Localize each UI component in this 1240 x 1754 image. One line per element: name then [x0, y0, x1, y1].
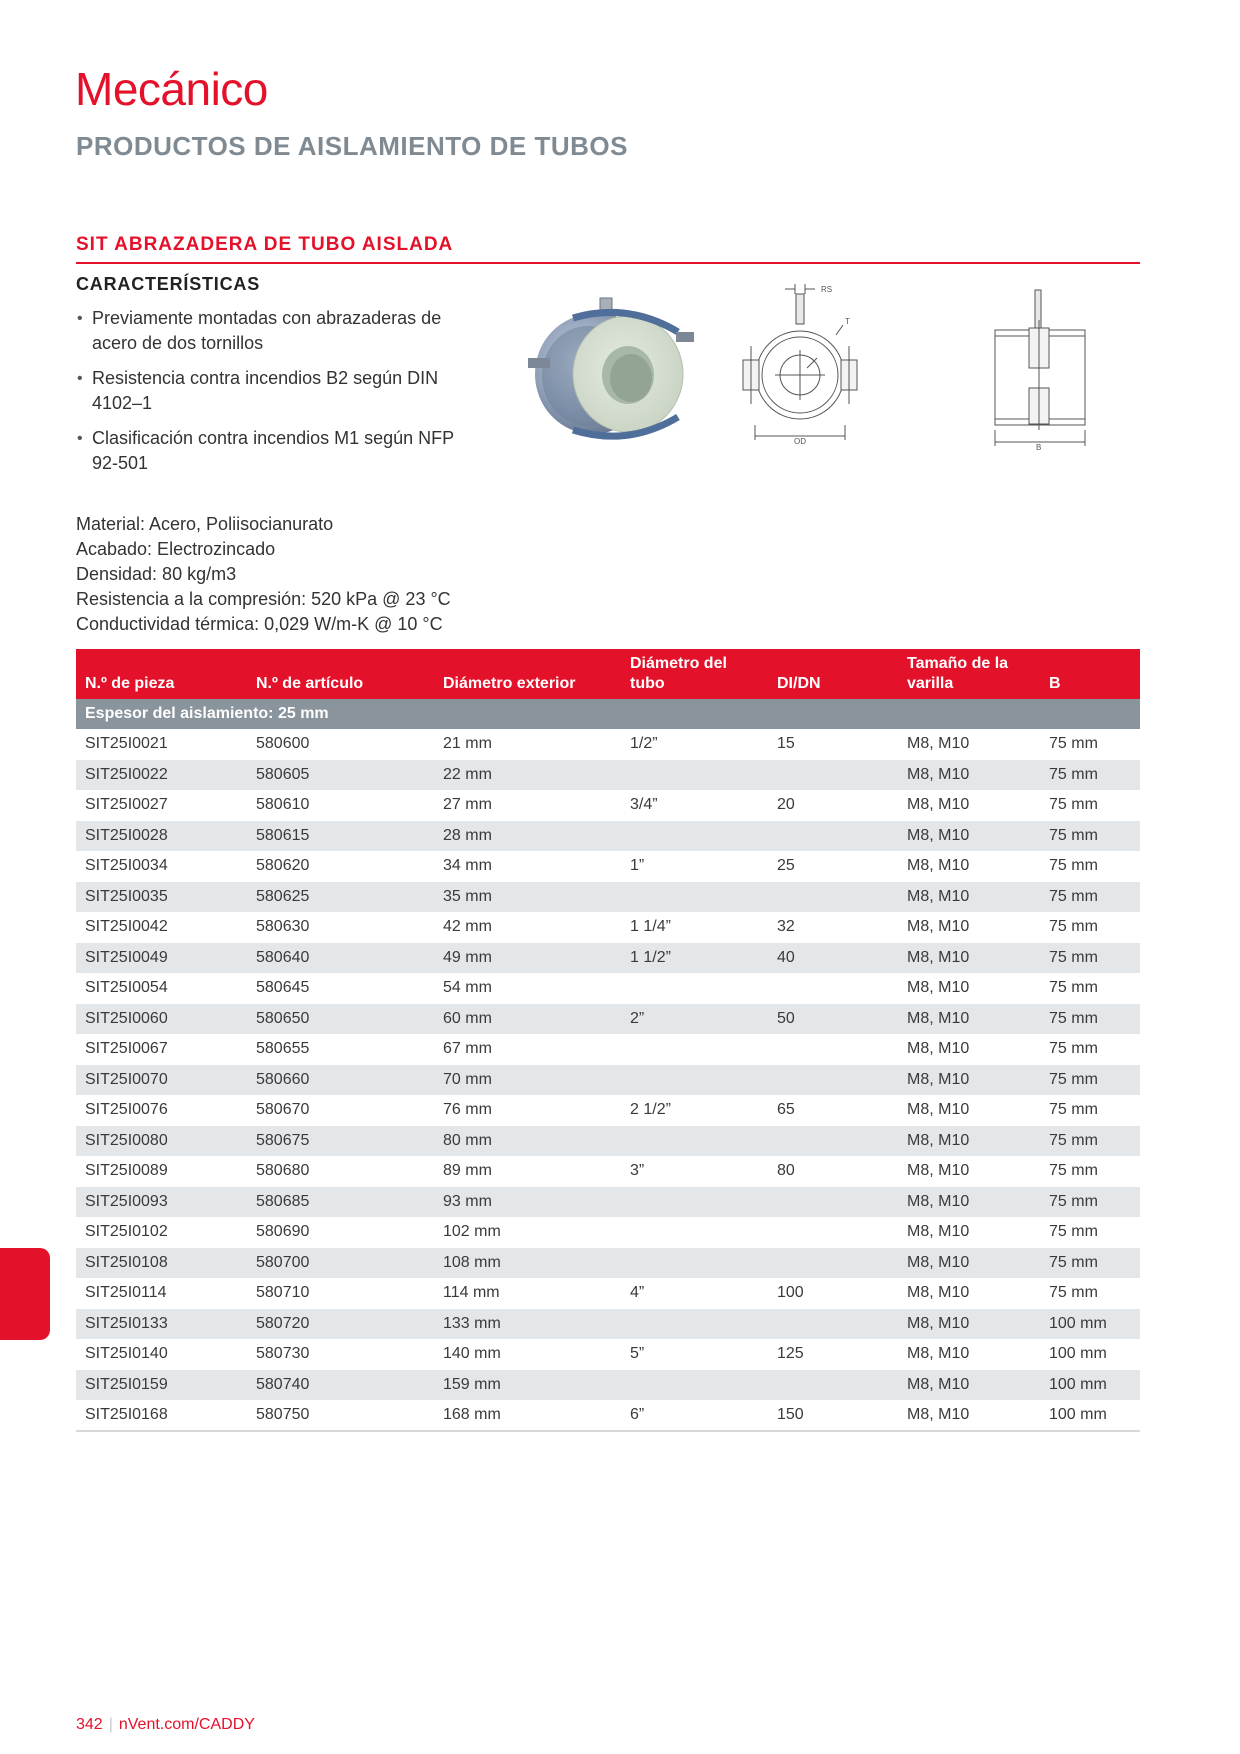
cell-article-number: 580620: [247, 851, 434, 882]
cell-outer-diameter: 114 mm: [434, 1278, 621, 1309]
cell-article-number: 580615: [247, 821, 434, 852]
cell-di-dn: 100: [768, 1278, 898, 1309]
cell-article-number: 580650: [247, 1004, 434, 1035]
cell-b-size: 100 mm: [1040, 1339, 1140, 1370]
cell-rod-size: M8, M10: [898, 1339, 1040, 1370]
cell-di-dn: 25: [768, 851, 898, 882]
features-heading: CARACTERÍSTICAS: [76, 274, 261, 294]
cell-outer-diameter: 93 mm: [434, 1187, 621, 1218]
table-group-row: [76, 699, 1140, 729]
cell-pipe-diameter: [621, 973, 768, 1004]
table-row: [76, 1095, 1140, 1126]
cell-part-number: SIT25I0022: [76, 760, 247, 791]
section-divider: [76, 262, 1140, 264]
t-label: T: [845, 317, 850, 326]
side-tab: [0, 1248, 50, 1340]
col-header-rod-size: Tamaño de la varilla: [898, 649, 1040, 699]
cell-part-number: SIT25I0042: [76, 912, 247, 943]
cell-rod-size: M8, M10: [898, 1370, 1040, 1401]
product-table: [76, 649, 1140, 1431]
cell-rod-size: M8, M10: [898, 729, 1040, 760]
table-row: [76, 1248, 1140, 1279]
cell-b-size: 75 mm: [1040, 760, 1140, 791]
cell-article-number: 580685: [247, 1187, 434, 1218]
cell-outer-diameter: 76 mm: [434, 1095, 621, 1126]
cell-outer-diameter: 102 mm: [434, 1217, 621, 1248]
col-header-b: B: [1040, 649, 1140, 699]
cell-rod-size: M8, M10: [898, 1248, 1040, 1279]
cell-b-size: 100 mm: [1040, 1309, 1140, 1340]
cell-article-number: 580690: [247, 1217, 434, 1248]
cell-pipe-diameter: 2 1/2”: [621, 1095, 768, 1126]
cell-b-size: 100 mm: [1040, 1400, 1140, 1431]
cell-article-number: 580600: [247, 729, 434, 760]
cell-pipe-diameter: [621, 1217, 768, 1248]
od-label: OD: [794, 437, 806, 446]
cell-part-number: SIT25I0140: [76, 1339, 247, 1370]
cell-outer-diameter: 54 mm: [434, 973, 621, 1004]
cell-pipe-diameter: [621, 1248, 768, 1279]
rs-label: RS: [821, 285, 833, 294]
specs-block: [76, 512, 556, 637]
cell-b-size: 75 mm: [1040, 1004, 1140, 1035]
cell-b-size: 100 mm: [1040, 1370, 1140, 1401]
spec-density: Densidad: 80 kg/m3: [76, 564, 237, 584]
cell-pipe-diameter: [621, 1370, 768, 1401]
cell-outer-diameter: 168 mm: [434, 1400, 621, 1431]
col-header-pipe-diameter: Diámetro del tubo: [621, 649, 768, 699]
cell-outer-diameter: 27 mm: [434, 790, 621, 821]
table-header-row: [76, 649, 1140, 699]
cell-rod-size: M8, M10: [898, 882, 1040, 913]
page-subtitle: PRODUCTOS DE AISLAMIENTO DE TUBOS: [76, 131, 628, 161]
cell-article-number: 580675: [247, 1126, 434, 1157]
spec-finish: Acabado: Electrozincado: [76, 539, 276, 559]
table-row: [76, 1278, 1140, 1309]
cell-rod-size: M8, M10: [898, 1309, 1040, 1340]
cell-pipe-diameter: [621, 1309, 768, 1340]
cell-part-number: SIT25I0089: [76, 1156, 247, 1187]
table-row: [76, 912, 1140, 943]
cell-b-size: 75 mm: [1040, 1126, 1140, 1157]
col-header-article-number: N.º de artículo: [247, 649, 434, 699]
cell-article-number: 580680: [247, 1156, 434, 1187]
table-row: [76, 790, 1140, 821]
cell-article-number: 580640: [247, 943, 434, 974]
cell-part-number: SIT25I0159: [76, 1370, 247, 1401]
footer-link[interactable]: nVent.com/CADDY: [118, 1716, 255, 1733]
cell-di-dn: 65: [768, 1095, 898, 1126]
cell-part-number: SIT25I0028: [76, 821, 247, 852]
cell-pipe-diameter: [621, 1034, 768, 1065]
feature-item: • Previamente montadas con abrazaderas de acero de dos tornillos: [76, 306, 456, 356]
cell-rod-size: M8, M10: [898, 943, 1040, 974]
cell-outer-diameter: 28 mm: [434, 821, 621, 852]
cell-part-number: SIT25I0114: [76, 1278, 247, 1309]
table-row: [76, 1156, 1140, 1187]
cell-b-size: 75 mm: [1040, 973, 1140, 1004]
cell-article-number: 580610: [247, 790, 434, 821]
group-label: Espesor del aislamiento: 25 mm: [76, 699, 1140, 729]
cell-outer-diameter: 49 mm: [434, 943, 621, 974]
cell-b-size: 75 mm: [1040, 1034, 1140, 1065]
cell-rod-size: M8, M10: [898, 851, 1040, 882]
cell-part-number: SIT25I0027: [76, 790, 247, 821]
cell-part-number: SIT25I0080: [76, 1126, 247, 1157]
cell-pipe-diameter: [621, 1187, 768, 1218]
cell-pipe-diameter: 6”: [621, 1400, 768, 1431]
spec-compression: Resistencia a la compresión: 520 kPa @ 23 °C: [76, 589, 451, 609]
table-row: [76, 1217, 1140, 1248]
cell-outer-diameter: 159 mm: [434, 1370, 621, 1401]
col-header-part-number: N.º de pieza: [76, 649, 247, 699]
cell-di-dn: [768, 821, 898, 852]
cell-rod-size: M8, M10: [898, 1034, 1040, 1065]
cell-part-number: SIT25I0054: [76, 973, 247, 1004]
cell-b-size: 75 mm: [1040, 1248, 1140, 1279]
product-photo: [528, 292, 698, 442]
cell-part-number: SIT25I0035: [76, 882, 247, 913]
cell-di-dn: 50: [768, 1004, 898, 1035]
cell-rod-size: M8, M10: [898, 1187, 1040, 1218]
cell-rod-size: M8, M10: [898, 1217, 1040, 1248]
cell-article-number: 580730: [247, 1339, 434, 1370]
cell-rod-size: M8, M10: [898, 1065, 1040, 1096]
cell-di-dn: [768, 1370, 898, 1401]
cell-outer-diameter: 67 mm: [434, 1034, 621, 1065]
cell-part-number: SIT25I0108: [76, 1248, 247, 1279]
cell-article-number: 580740: [247, 1370, 434, 1401]
cell-part-number: SIT25I0034: [76, 851, 247, 882]
cell-pipe-diameter: [621, 1126, 768, 1157]
cell-b-size: 75 mm: [1040, 821, 1140, 852]
cell-b-size: 75 mm: [1040, 1187, 1140, 1218]
cell-pipe-diameter: [621, 882, 768, 913]
cell-article-number: 580625: [247, 882, 434, 913]
cell-b-size: 75 mm: [1040, 729, 1140, 760]
cell-pipe-diameter: [621, 760, 768, 791]
table-row: [76, 943, 1140, 974]
cell-b-size: 75 mm: [1040, 1278, 1140, 1309]
cell-pipe-diameter: 4”: [621, 1278, 768, 1309]
footer-separator: |: [108, 1716, 113, 1733]
b-label: B: [1036, 443, 1042, 452]
spec-material: Material: Acero, Poliisocianurato: [76, 514, 334, 534]
footer: [76, 1716, 255, 1734]
cell-b-size: 75 mm: [1040, 912, 1140, 943]
cell-pipe-diameter: [621, 821, 768, 852]
cell-b-size: 75 mm: [1040, 1095, 1140, 1126]
cell-pipe-diameter: 5”: [621, 1339, 768, 1370]
cell-rod-size: M8, M10: [898, 1004, 1040, 1035]
cell-b-size: 75 mm: [1040, 1217, 1140, 1248]
cell-di-dn: 20: [768, 790, 898, 821]
cell-di-dn: 80: [768, 1156, 898, 1187]
cell-outer-diameter: 70 mm: [434, 1065, 621, 1096]
table-row: [76, 729, 1140, 760]
cell-di-dn: [768, 1065, 898, 1096]
cell-article-number: 580605: [247, 760, 434, 791]
feature-item: • Resistencia contra incendios B2 según DIN 4102–1: [76, 366, 456, 416]
page-title: Mecánico: [75, 63, 268, 115]
col-header-di-dn: DI/DN: [768, 649, 898, 699]
cell-di-dn: 125: [768, 1339, 898, 1370]
cell-b-size: 75 mm: [1040, 1065, 1140, 1096]
cell-article-number: 580700: [247, 1248, 434, 1279]
table-row: [76, 973, 1140, 1004]
cell-rod-size: M8, M10: [898, 1278, 1040, 1309]
cell-article-number: 580720: [247, 1309, 434, 1340]
cell-rod-size: M8, M10: [898, 790, 1040, 821]
cell-di-dn: [768, 1187, 898, 1218]
cell-b-size: 75 mm: [1040, 790, 1140, 821]
cell-rod-size: M8, M10: [898, 912, 1040, 943]
cell-part-number: SIT25I0093: [76, 1187, 247, 1218]
cell-rod-size: M8, M10: [898, 1156, 1040, 1187]
cell-article-number: 580645: [247, 973, 434, 1004]
page-number: 342: [76, 1716, 103, 1733]
cell-outer-diameter: 89 mm: [434, 1156, 621, 1187]
table-row: [76, 1004, 1140, 1035]
cell-outer-diameter: 108 mm: [434, 1248, 621, 1279]
cell-outer-diameter: 42 mm: [434, 912, 621, 943]
features-list: [76, 306, 456, 486]
cell-part-number: SIT25I0133: [76, 1309, 247, 1340]
table-row: [76, 1034, 1140, 1065]
cell-outer-diameter: 60 mm: [434, 1004, 621, 1035]
table-row: [76, 1187, 1140, 1218]
col-header-outer-diameter: Diámetro exterior: [434, 649, 621, 699]
cell-rod-size: M8, M10: [898, 821, 1040, 852]
cell-outer-diameter: 35 mm: [434, 882, 621, 913]
cell-di-dn: 150: [768, 1400, 898, 1431]
cell-pipe-diameter: 1/2”: [621, 729, 768, 760]
feature-item: • Clasificación contra incendios M1 según NFP 92-501: [76, 426, 456, 476]
cell-part-number: SIT25I0049: [76, 943, 247, 974]
cell-article-number: 580630: [247, 912, 434, 943]
cell-article-number: 580660: [247, 1065, 434, 1096]
cell-article-number: 580670: [247, 1095, 434, 1126]
cell-di-dn: [768, 973, 898, 1004]
cell-di-dn: 40: [768, 943, 898, 974]
cell-b-size: 75 mm: [1040, 851, 1140, 882]
cell-pipe-diameter: 1 1/4”: [621, 912, 768, 943]
table-row: [76, 760, 1140, 791]
cell-pipe-diameter: 3/4”: [621, 790, 768, 821]
cell-di-dn: [768, 1309, 898, 1340]
cell-outer-diameter: 34 mm: [434, 851, 621, 882]
table-row: [76, 1309, 1140, 1340]
cell-rod-size: M8, M10: [898, 1095, 1040, 1126]
cell-pipe-diameter: 1 1/2”: [621, 943, 768, 974]
cell-article-number: 580655: [247, 1034, 434, 1065]
cell-di-dn: [768, 1126, 898, 1157]
cell-rod-size: M8, M10: [898, 1400, 1040, 1431]
cell-part-number: SIT25I0076: [76, 1095, 247, 1126]
table-row: [76, 821, 1140, 852]
section-title: SIT ABRAZADERA DE TUBO AISLADA: [76, 234, 454, 255]
cell-pipe-diameter: 3”: [621, 1156, 768, 1187]
cell-b-size: 75 mm: [1040, 1156, 1140, 1187]
cell-di-dn: [768, 1248, 898, 1279]
cell-rod-size: M8, M10: [898, 1126, 1040, 1157]
cell-part-number: SIT25I0067: [76, 1034, 247, 1065]
cell-di-dn: [768, 882, 898, 913]
cell-b-size: 75 mm: [1040, 882, 1140, 913]
cell-article-number: 580710: [247, 1278, 434, 1309]
cell-part-number: SIT25I0070: [76, 1065, 247, 1096]
table-bottom-rule: [76, 1430, 1140, 1432]
table-row: [76, 1126, 1140, 1157]
cell-part-number: SIT25I0021: [76, 729, 247, 760]
cell-di-dn: [768, 760, 898, 791]
cell-part-number: SIT25I0168: [76, 1400, 247, 1431]
side-technical-drawing: [985, 280, 1095, 455]
cell-outer-diameter: 140 mm: [434, 1339, 621, 1370]
cell-pipe-diameter: [621, 1065, 768, 1096]
cell-di-dn: [768, 1034, 898, 1065]
cell-outer-diameter: 21 mm: [434, 729, 621, 760]
cell-di-dn: 15: [768, 729, 898, 760]
cell-di-dn: [768, 1217, 898, 1248]
cell-article-number: 580750: [247, 1400, 434, 1431]
cell-rod-size: M8, M10: [898, 760, 1040, 791]
table-row: [76, 882, 1140, 913]
cell-outer-diameter: 80 mm: [434, 1126, 621, 1157]
cell-outer-diameter: 133 mm: [434, 1309, 621, 1340]
table-row: [76, 851, 1140, 882]
table-row: [76, 1065, 1140, 1096]
cell-outer-diameter: 22 mm: [434, 760, 621, 791]
table-row: [76, 1370, 1140, 1401]
cell-rod-size: M8, M10: [898, 973, 1040, 1004]
cell-pipe-diameter: 1”: [621, 851, 768, 882]
cell-pipe-diameter: 2”: [621, 1004, 768, 1035]
cell-b-size: 75 mm: [1040, 943, 1140, 974]
table-row: [76, 1400, 1140, 1431]
table-row: [76, 1339, 1140, 1370]
cell-part-number: SIT25I0060: [76, 1004, 247, 1035]
spec-conductivity: Conductividad térmica: 0,029 W/m-K @ 10 °C: [76, 614, 443, 634]
front-technical-drawing: [735, 280, 885, 455]
cell-di-dn: 32: [768, 912, 898, 943]
cell-part-number: SIT25I0102: [76, 1217, 247, 1248]
